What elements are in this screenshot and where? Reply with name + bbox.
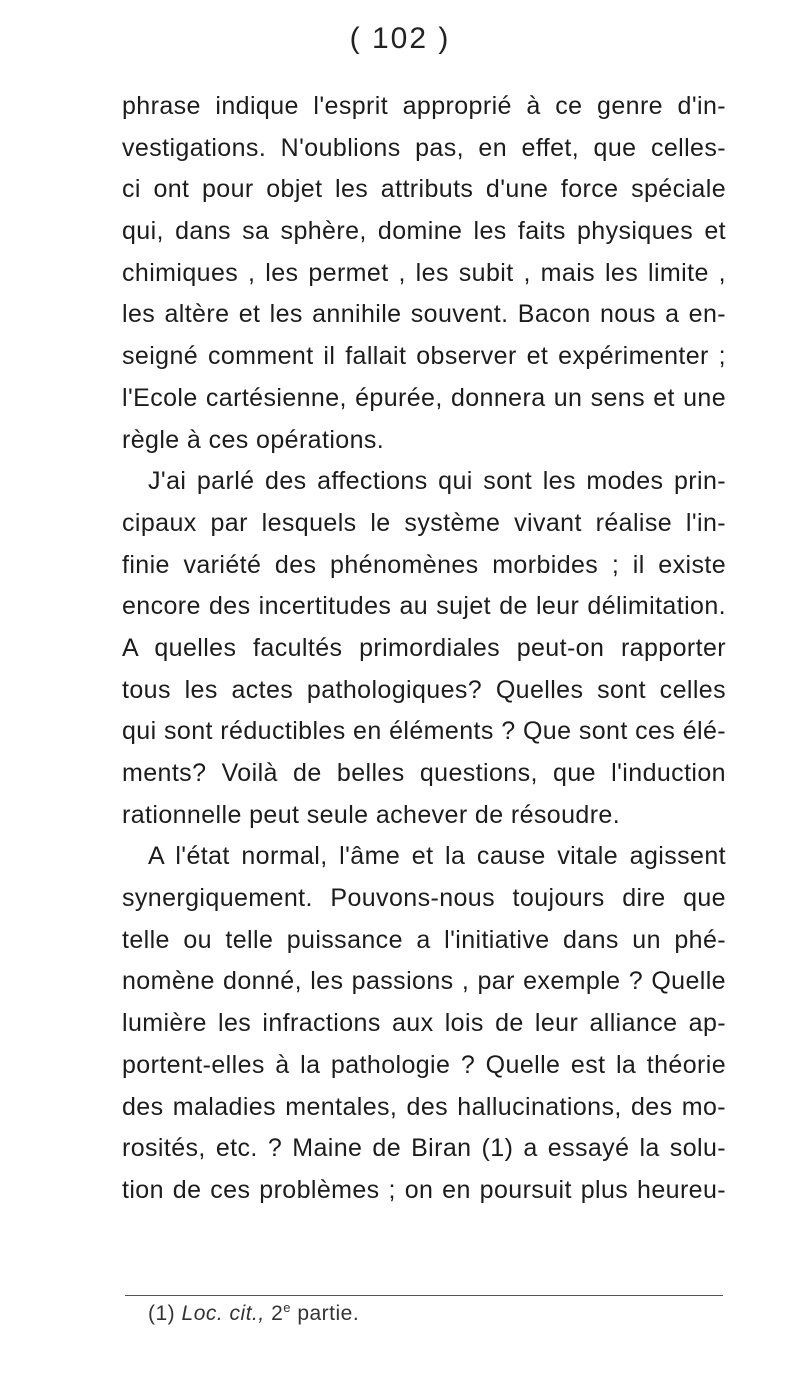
text-line: encore des incertitudes au sujet de leur délimitation. [122, 592, 726, 621]
footnote [148, 1302, 359, 1326]
text-line: J'ai parlé des affections qui sont les modes prin- [148, 467, 726, 496]
body-text [122, 86, 726, 1212]
footnote-superscript: e [283, 1300, 291, 1315]
text-line: seigné comment il fallait observer et expérimenter ; [122, 342, 726, 371]
text-line: synergiquement. Pouvons-nous toujours dire que [122, 884, 726, 913]
text-line: chimiques , les permet , les subit , mais les limite , [122, 258, 726, 287]
text-line: vestigations. N'oublions pas, en effet, que celles- [122, 133, 726, 162]
text-line: A quelles facultés primordiales peut-on rapporter [122, 633, 726, 662]
text-line: règle à ces opérations. [122, 425, 385, 454]
text-line: tous les actes pathologiques? Quelles sont celles [122, 675, 726, 704]
footnote-divider [125, 1295, 723, 1296]
text-line: rosités, etc. ? Maine de Biran (1) a essayé la solu- [122, 1134, 726, 1163]
text-line: ments? Voilà de belles questions, que l'induction [122, 759, 726, 787]
text-line: ci ont pour objet les attributs d'une force spéciale [122, 175, 726, 204]
text-line: nomène donné, les passions , par exemple ? Quelle [122, 967, 726, 996]
page-number: ( 102 ) [349, 22, 451, 55]
text-line: qui sont réductibles en éléments ? Que sont ces élé- [122, 717, 726, 746]
footnote-marker: (1) [148, 1302, 176, 1325]
text-line: finie variété des phénomènes morbides ; il existe [122, 550, 726, 579]
text-line: cipaux par lesquels le système vivant réalise l'in- [122, 508, 726, 537]
footnote-tail: partie. [297, 1302, 360, 1325]
text-line: lumière les infractions aux lois de leur alliance ap- [122, 1009, 726, 1038]
footnote-reference: Loc. cit., [181, 1302, 265, 1325]
text-line: des maladies mentales, des hallucinations, des mo- [122, 1092, 726, 1121]
text-line: telle ou telle puissance a l'initiative dans un phé- [122, 925, 726, 954]
text-line: l'Ecole cartésienne, épurée, donnera un sens et une [122, 383, 726, 412]
text-line: tion de ces problèmes ; on en poursuit plus heureu- [122, 1175, 726, 1204]
footnote-part-number: 2 [271, 1302, 284, 1325]
text-line: rationnelle peut seule achever de résoudre. [122, 800, 621, 829]
text-line: les altère et les annihile souvent. Bacon nous a en- [122, 300, 726, 329]
text-line: qui, dans sa sphère, domine les faits physiques et [122, 217, 726, 246]
text-line: portent-elles à la pathologie ? Quelle est la théorie [122, 1050, 726, 1079]
text-line: phrase indique l'esprit approprié à ce genre d'in- [122, 92, 726, 120]
text-line: A l'état normal, l'âme et la cause vitale agissent [148, 842, 726, 871]
